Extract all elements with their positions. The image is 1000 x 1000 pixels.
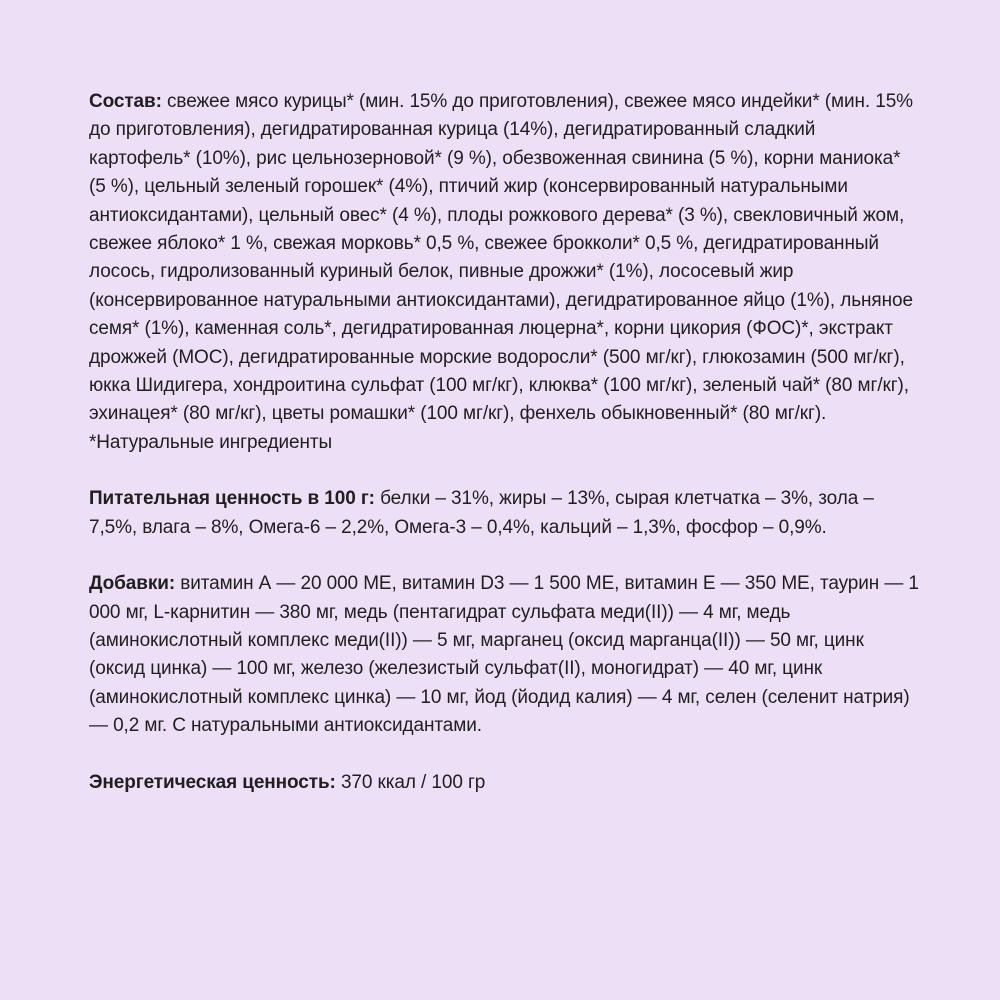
nutrition-section <box>89 485 919 542</box>
nutrition-label: Питательная ценность в 100 г: <box>89 488 375 510</box>
composition-label: Состав: <box>89 91 162 112</box>
additives-label: Добавки: <box>89 573 176 595</box>
product-info <box>89 88 919 825</box>
additives-section <box>89 570 919 740</box>
energy-label: Энергетическая ценность: <box>89 771 336 793</box>
energy-text: 370 ккал / 100 гр <box>340 771 486 793</box>
composition-section <box>89 88 919 457</box>
composition-text: свежее мясо курицы* (мин. 15% до приготовления), свежее мясо индейки* (мин. 15% до приготовления), дегидратированная курица (14%), дегидратированный сладкий картофель* (10%), рис цельнозерновой* (9 %), обезвоженная свинина (5 %), корни маниока* (5 %), цельный зеленый горошек* (4%), птичий жир (консервированный натуральными антиоксидантами), цельный овес* (4 %), плоды рожкового дерева* (3 %), свекловичный жом, свежее яблоко* 1 %, свежая морковь* 0,5 %, свежее брокколи* 0,5 %, дегидратированный лосось, гидролизованный куриный белок, пивные дрожжи* (1%), лососевый жир (консервированное натуральными антиоксидантами), дегидратированное яйцо (1%), льняное семя* (1%), каменная соль*, дегидратированная люцерна*, корни цикория (ФОС)*, экстракт дрожжей (МОС), дегидратированные морские водоросли* (500 мг/кг), глюкозамин (500 мг/кг), юкка Шидигера, хондроитина сульфат (100 мг/кг), клюква* (100 мг/кг), зеленый чай* (80 мг/кг), эхинацея* (80 мг/кг), цветы ромашки* (100 мг/кг), фенхель обыкновенный* (80 мг/кг). *Натуральные ингредиенты <box>89 91 913 453</box>
additives-text: витамин А — 20 000 МЕ, витамин D3 — 1 500 МЕ, витамин Е — 350 МЕ, таурин — 1 000 мг, L-карнитин — 380 мг, медь (пентагидрат сульфата меди(II)) — 4 мг, медь (аминокислотный комплекс меди(II)) — 5 мг, марганец (оксид марганца(II)) — 50 мг, цинк (оксид цинка) — 100 мг, железо (железистый сульфат(II), моногидрат) — 40 мг, цинк (аминокислотный комплекс цинка) — 10 мг, йод (йодид калия) — 4 мг, селен (селенит натрия) — 0,2 мг. С натуральными антиоксидантами. <box>89 573 919 737</box>
nutrition-text: белки – 31%, жиры – 13%, сырая клетчатка – 3%, зола – 7,5%, влага – 8%, Омега-6 – 2,2%, Омега-3 – 0,4%, кальций – 1,3%, фосфор – 0,9%. <box>89 488 874 538</box>
energy-section <box>89 769 919 797</box>
